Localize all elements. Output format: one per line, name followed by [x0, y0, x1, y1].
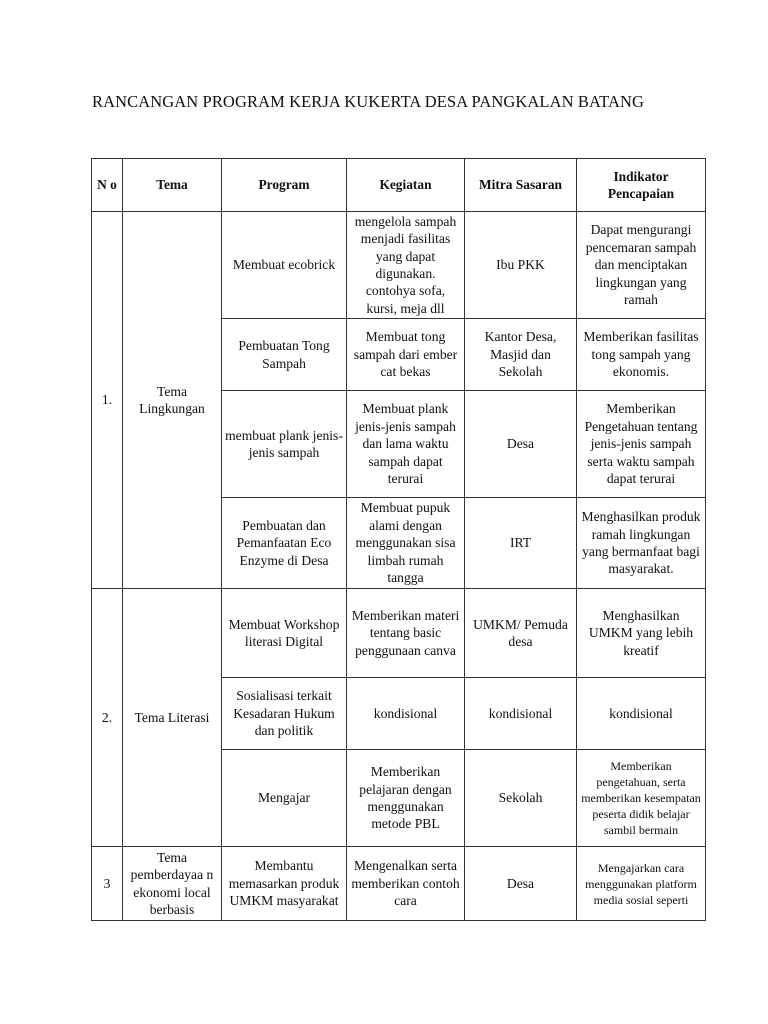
mitra-cell: Kantor Desa, Masjid dan Sekolah: [465, 319, 577, 391]
theme-cell: Tema Lingkungan: [123, 212, 222, 589]
program-cell: Pembuatan Tong Sampah: [222, 319, 347, 391]
header-row: [92, 159, 706, 212]
kegiatan-cell: kondisional: [347, 678, 465, 750]
indikator-cell: Mengajarkan cara menggunakan platform media sosial seperti: [577, 847, 706, 921]
theme-cell: Tema Literasi: [123, 589, 222, 847]
program-table: [91, 158, 706, 921]
indikator-cell: Memberikan pengetahuan, serta memberikan kesempatan peserta didik belajar sambil bermain: [577, 750, 706, 847]
header-tema: Tema: [123, 159, 222, 212]
kegiatan-cell: Mengenalkan serta memberikan contoh cara: [347, 847, 465, 921]
header-indikator-pencapaian: Indikator Pencapaian: [577, 159, 706, 212]
row-number: 3: [92, 847, 123, 921]
program-cell: Mengajar: [222, 750, 347, 847]
mitra-cell: Desa: [465, 847, 577, 921]
table-row: [92, 847, 706, 921]
kegiatan-cell: Membuat plank jenis-jenis sampah dan lama waktu sampah dapat terurai: [347, 391, 465, 498]
program-cell: membuat plank jenis-jenis sampah: [222, 391, 347, 498]
indikator-cell: Dapat mengurangi pencemaran sampah dan menciptakan lingkungan yang ramah: [577, 212, 706, 319]
header-kegiatan: Kegiatan: [347, 159, 465, 212]
kegiatan-cell: Memberikan materi tentang basic penggunaan canva: [347, 589, 465, 678]
kegiatan-cell: Memberikan pelajaran dengan menggunakan metode PBL: [347, 750, 465, 847]
table-row: [92, 212, 706, 319]
mitra-cell: kondisional: [465, 678, 577, 750]
program-cell: Membantu memasarkan produk UMKM masyarakat: [222, 847, 347, 921]
program-cell: Sosialisasi terkait Kesadaran Hukum dan politik: [222, 678, 347, 750]
header-mitra-sasaran: Mitra Sasaran: [465, 159, 577, 212]
theme-cell: Tema pemberdayaa n ekonomi local berbasis: [123, 847, 222, 921]
mitra-cell: IRT: [465, 498, 577, 589]
program-cell: Membuat Workshop literasi Digital: [222, 589, 347, 678]
indikator-cell: Menghasilkan produk ramah lingkungan yang bermanfaat bagi masyarakat.: [577, 498, 706, 589]
indikator-cell: Memberikan fasilitas tong sampah yang ekonomis.: [577, 319, 706, 391]
indikator-cell: Menghasilkan UMKM yang lebih kreatif: [577, 589, 706, 678]
program-cell: Pembuatan dan Pemanfaatan Eco Enzyme di Desa: [222, 498, 347, 589]
header-no: N o: [92, 159, 123, 212]
kegiatan-cell: mengelola sampah menjadi fasilitas yang dapat digunakan. contohya sofa, kursi, meja dll: [347, 212, 465, 319]
kegiatan-cell: Membuat pupuk alami dengan menggunakan sisa limbah rumah tangga: [347, 498, 465, 589]
indikator-cell: Memberikan Pengetahuan tentang jenis-jenis sampah serta waktu sampah dapat terurai: [577, 391, 706, 498]
kegiatan-cell: Membuat tong sampah dari ember cat bekas: [347, 319, 465, 391]
mitra-cell: Desa: [465, 391, 577, 498]
mitra-cell: Sekolah: [465, 750, 577, 847]
header-program: Program: [222, 159, 347, 212]
indikator-cell: kondisional: [577, 678, 706, 750]
page-title: RANCANGAN PROGRAM KERJA KUKERTA DESA PANGKALAN BATANG: [92, 92, 645, 111]
mitra-cell: Ibu PKK: [465, 212, 577, 319]
mitra-cell: UMKM/ Pemuda desa: [465, 589, 577, 678]
program-cell: Membuat ecobrick: [222, 212, 347, 319]
row-number: 2.: [92, 589, 123, 847]
table-row: [92, 589, 706, 678]
row-number: 1.: [92, 212, 123, 589]
